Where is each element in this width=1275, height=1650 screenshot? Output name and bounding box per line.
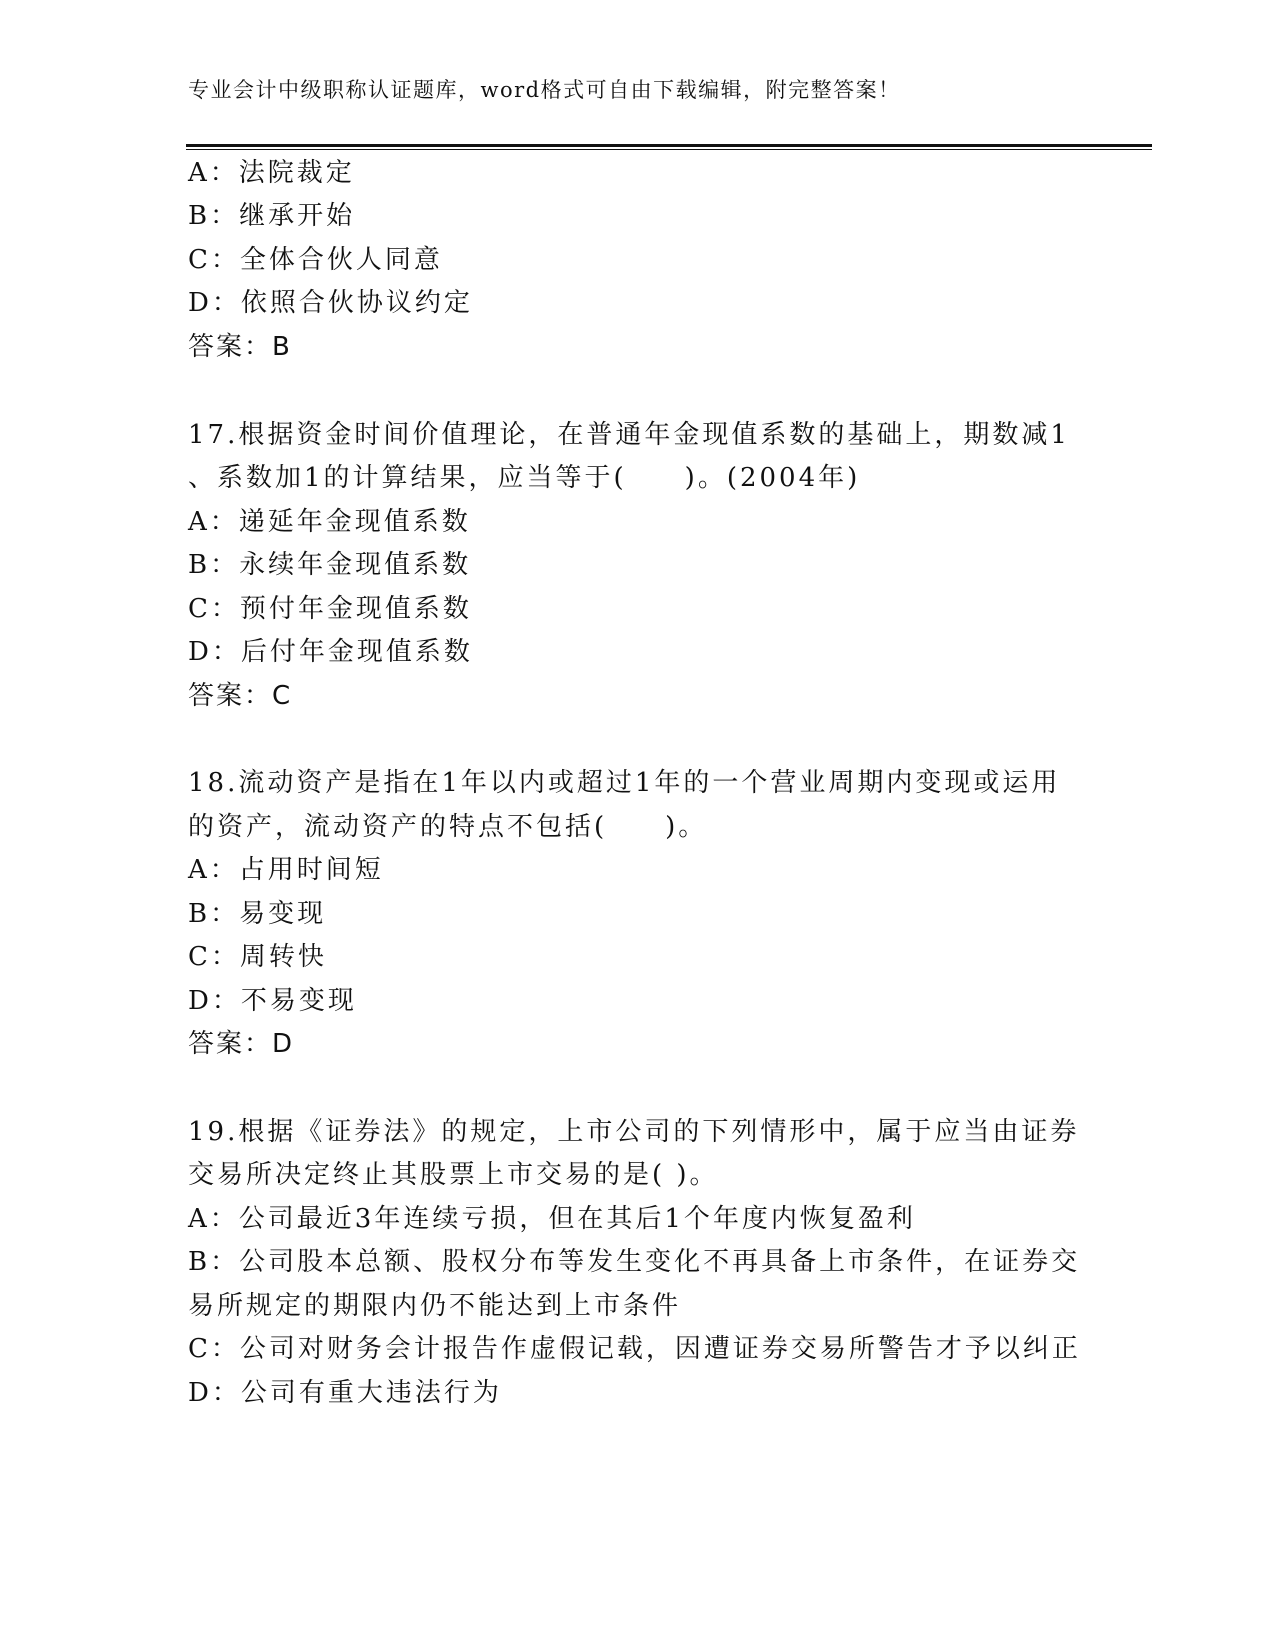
q18-stem-line-1: 18.流动资产是指在1年以内或超过1年的一个营业周期内变现或运用 <box>188 768 1061 798</box>
q16-option-d: D：依照合伙协议约定 <box>188 288 473 318</box>
q19-option-a: A：公司最近3年连续亏损，但在其后1个年度内恢复盈利 <box>188 1204 916 1234</box>
q17-option-b: B：永续年金现值系数 <box>188 550 472 580</box>
q17-answer: 答案：C <box>188 681 293 711</box>
q17-stem-line-2: 、系数加1的计算结果，应当等于( )。(2004年) <box>188 463 861 493</box>
q19-option-d: D：公司有重大违法行为 <box>188 1378 502 1408</box>
q18-option-d: D：不易变现 <box>188 986 357 1016</box>
q18-option-b: B：易变现 <box>188 899 327 929</box>
q18-option-c: C：周转快 <box>188 942 327 972</box>
header-rule-thin <box>186 149 1152 150</box>
q19-option-b-line-1: B：公司股本总额、股权分布等发生变化不再具备上市条件，在证券交 <box>188 1247 1081 1277</box>
q19-stem-line-1: 19.根据《证券法》的规定，上市公司的下列情形中，属于应当由证券 <box>188 1117 1080 1147</box>
q16-option-c: C：全体合伙人同意 <box>188 245 443 275</box>
q17-stem-line-1: 17.根据资金时间价值理论，在普通年金现值系数的基础上，期数减1 <box>188 420 1070 450</box>
q18-answer: 答案：D <box>188 1029 295 1059</box>
header-rule-thick <box>186 144 1152 147</box>
page-header: 专业会计中级职称认证题库，word格式可自由下载编辑，附完整答案！ <box>188 78 901 102</box>
q16-option-b: B：继承开始 <box>188 201 356 231</box>
q16-option-a: A：法院裁定 <box>188 158 355 188</box>
q17-option-d: D：后付年金现值系数 <box>188 637 473 667</box>
q18-stem-line-2: 的资产，流动资产的特点不包括( )。 <box>188 812 708 842</box>
q16-answer: 答案：B <box>188 332 292 362</box>
q19-option-c: C：公司对财务会计报告作虚假记载，因遭证券交易所警告才予以纠正 <box>188 1334 1081 1364</box>
q17-option-c: C：预付年金现值系数 <box>188 594 472 624</box>
q19-option-b-line-2: 易所规定的期限内仍不能达到上市条件 <box>188 1291 682 1321</box>
q18-option-a: A：占用时间短 <box>188 855 384 885</box>
q17-option-a: A：递延年金现值系数 <box>188 507 471 537</box>
q19-stem-line-2: 交易所决定终止其股票上市交易的是( )。 <box>188 1160 719 1190</box>
